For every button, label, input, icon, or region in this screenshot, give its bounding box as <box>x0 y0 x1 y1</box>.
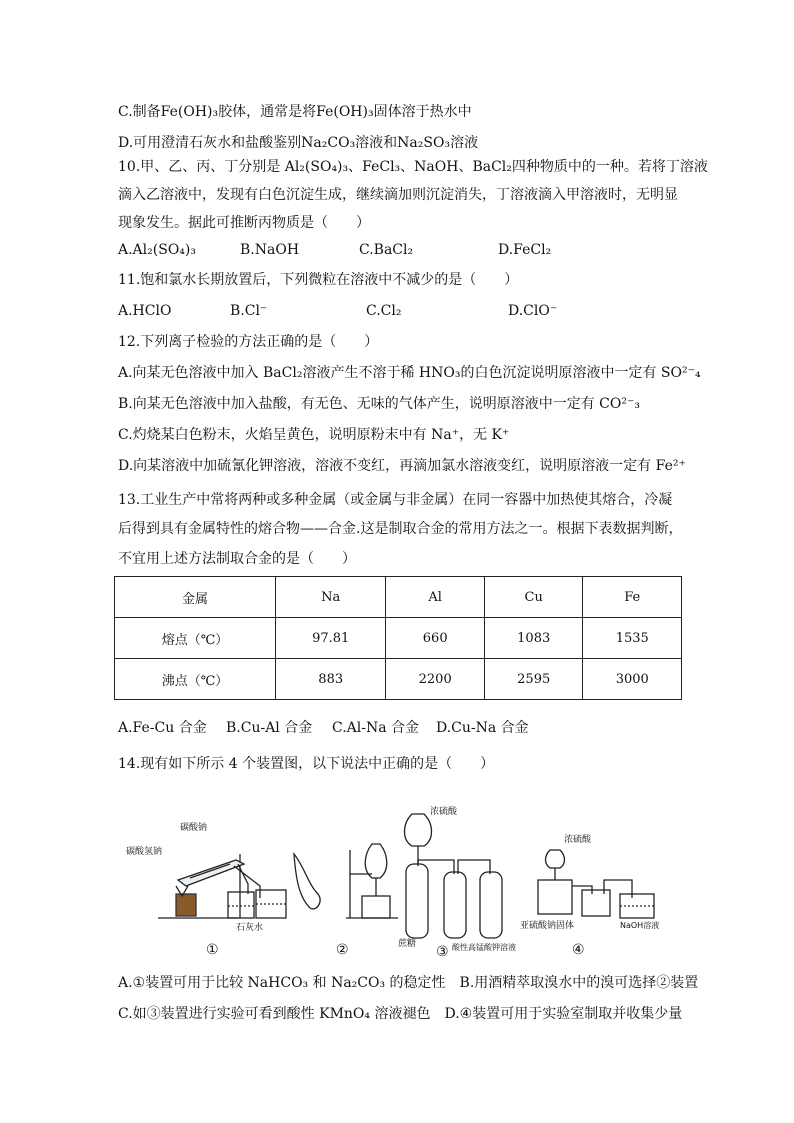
question-12-option-a: A.向某无色溶液中加入 BaCl₂溶液产生不溶于稀 HNO₃的白色沉淀说明原溶液中一定有 SO²⁻₄ <box>118 365 701 381</box>
figure-number-3: ③ <box>436 944 449 960</box>
label-limewater: 石灰水 <box>236 923 264 933</box>
table-cell: 熔点（℃） <box>115 618 276 659</box>
question-13-stem-3: 不宜用上述方法制取合金的是（ ） <box>118 551 356 567</box>
option-b: B.Cu-Al 合金 <box>226 720 313 736</box>
figure-number-2: ② <box>336 942 349 958</box>
table-cell: 883 <box>276 659 386 700</box>
option-c: C.Cl₂ <box>366 303 402 319</box>
table-cell: 3000 <box>583 659 682 700</box>
beaker-3 <box>362 896 390 918</box>
label-sodium-bicarbonate: 碳酸氢钠 <box>126 847 163 857</box>
table-cell: Cu <box>484 577 583 618</box>
table-cell: 1083 <box>484 618 583 659</box>
option-d: D.Cu-Na 合金 <box>436 720 529 736</box>
dropping-funnel-4 <box>546 850 565 868</box>
question-14-options-ab: A.①装置可用于比较 NaHCO₃ 和 Na₂CO₃ 的稳定性 B.用酒精萃取溴水中的溴可选择②装置 <box>118 975 699 991</box>
table-row <box>115 618 682 659</box>
test-tube-3a <box>406 864 428 938</box>
option-b: B.NaOH <box>240 242 300 258</box>
table-cell: 沸点（℃） <box>115 659 276 700</box>
option-d: D.ClO⁻ <box>508 303 558 319</box>
label-sodium-sulfite-solid: 亚硫酸钠固体 <box>520 921 575 931</box>
metal-properties-table <box>114 576 682 700</box>
option-c: C.Al-Na 合金 <box>332 720 420 736</box>
question-10-stem-1: 10.甲、乙、丙、丁分别是 Al₂(SO₄)₃、FeCl₃、NaOH、BaCl₂四种物质中的一种。若将丁溶液 <box>118 159 708 175</box>
wooden-block <box>176 894 196 916</box>
table-cell: 2595 <box>484 659 583 700</box>
option-d: D.FeCl₂ <box>498 242 552 258</box>
label-acidic-kmno4: 酸性高锰酸钾溶液 <box>452 943 516 952</box>
question-9-option-c: C.制备Fe(OH)₃胶体，通常是将Fe(OH)₃固体溶于热水中 <box>118 104 472 120</box>
table-cell: Al <box>386 577 485 618</box>
connecting-tube-4b <box>604 880 632 898</box>
reaction-bottle <box>538 880 572 914</box>
question-14-stem: 14.现有如下所示 4 个装置图，以下说法中正确的是（ ） <box>118 756 495 772</box>
table-cell: 金属 <box>115 577 276 618</box>
table-cell: 1535 <box>583 618 682 659</box>
label-conc-sulfuric-acid-4: 浓硫酸 <box>564 835 592 845</box>
question-12-option-b: B.向某无色溶液中加入盐酸，有无色、无味的气体产生，说明原溶液中一定有 CO²⁻₃ <box>118 396 640 412</box>
connecting-tube-3a <box>418 860 454 874</box>
question-11-stem: 11.饱和氯水长期放置后，下列微粒在溶液中不减少的是（ ） <box>118 272 519 288</box>
question-12-option-c: C.灼烧某白色粉末，火焰呈黄色，说明原粉末中有 Na⁺，无 K⁺ <box>118 427 510 443</box>
flask-hand <box>294 854 320 909</box>
table-row <box>115 659 682 700</box>
test-tube-3b <box>444 872 466 938</box>
label-sucrose: 蔗糖 <box>398 939 417 949</box>
label-naoh-solution: NaOH溶液 <box>620 921 660 930</box>
question-12-stem: 12.下列离子检验的方法正确的是（ ） <box>118 334 379 350</box>
option-b: B.Cl⁻ <box>230 303 268 319</box>
figure-number-4: ④ <box>572 942 585 958</box>
separatory-funnel <box>365 844 387 878</box>
question-14-options-cd: C.如③装置进行实验可看到酸性 KMnO₄ 溶液褪色 D.④装置可用于实验室制取并收集少量 <box>118 1006 683 1022</box>
option-a: A.Al₂(SO₄)₃ <box>118 242 196 258</box>
table-cell: Na <box>276 577 386 618</box>
beaker-1 <box>228 892 254 918</box>
question-10-stem-3: 现象发生。据此可推断丙物质是（ ） <box>118 215 370 231</box>
question-12-option-d: D.向某溶液中加硫氰化钾溶液，溶液不变红，再滴加氯水溶液变红，说明原溶液一定有 Fe²⁺ <box>118 458 686 474</box>
table-header-row <box>115 577 682 618</box>
test-tube-outer <box>178 860 244 886</box>
table-cell: Fe <box>583 577 682 618</box>
table-cell: 660 <box>386 618 485 659</box>
label-conc-sulfuric-acid-3: 浓硫酸 <box>430 807 458 817</box>
label-sodium-carbonate: 碳酸钠 <box>180 823 208 833</box>
test-tube-3c <box>480 872 502 938</box>
dropping-funnel <box>405 814 432 846</box>
option-a: A.HClO <box>118 303 172 319</box>
option-c: C.BaCl₂ <box>359 242 414 258</box>
question-13-stem-1: 13.工业生产中常将两种或多种金属（或金属与非金属）在同一容器中加热使其熔合，冷凝 <box>118 492 673 508</box>
table-cell: 97.81 <box>276 618 386 659</box>
question-13-stem-2: 后得到具有金属特性的熔合物——合金.这是制取合金的常用方法之一。根据下表数据判断， <box>118 521 683 537</box>
table-cell: 2200 <box>386 659 485 700</box>
question-9-option-d: D.可用澄清石灰水和盐酸鉴别Na₂CO₃溶液和Na₂SO₃溶液 <box>118 135 479 151</box>
question-10-stem-2: 滴入乙溶液中，发现有白色沉淀生成，继续滴加则沉淀消失，丁溶液滴入甲溶液时，无明显 <box>118 187 678 203</box>
option-a: A.Fe-Cu 合金 <box>118 720 207 736</box>
collection-bottle <box>582 890 610 916</box>
apparatus-figure <box>118 794 678 960</box>
figure-number-1: ① <box>206 942 219 958</box>
